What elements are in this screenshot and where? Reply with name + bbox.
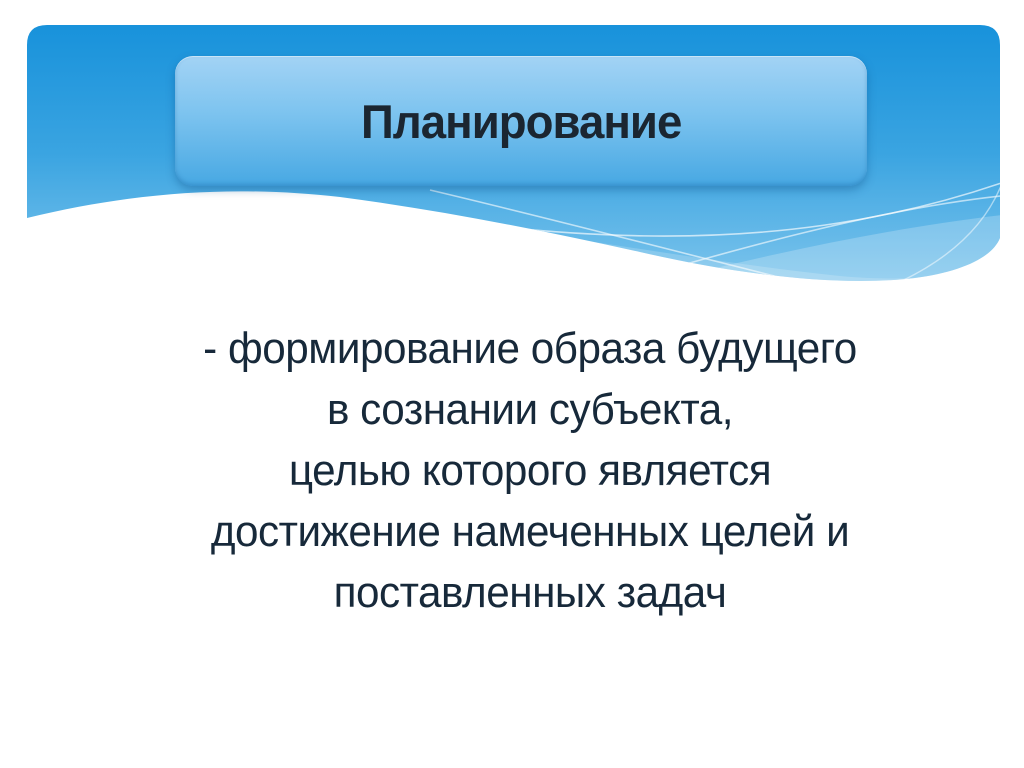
- body-line: целью которого является: [288, 446, 772, 495]
- slide-body: [98, 318, 962, 623]
- slide-title-box: [175, 56, 867, 186]
- slide-title: Планирование: [360, 94, 682, 148]
- body-line: поставленных задач: [333, 568, 727, 617]
- body-line: - формирование образа будущего: [203, 324, 857, 373]
- body-line: в сознании субъекта,: [326, 385, 734, 434]
- body-line: достижение намеченных целей и: [210, 507, 850, 556]
